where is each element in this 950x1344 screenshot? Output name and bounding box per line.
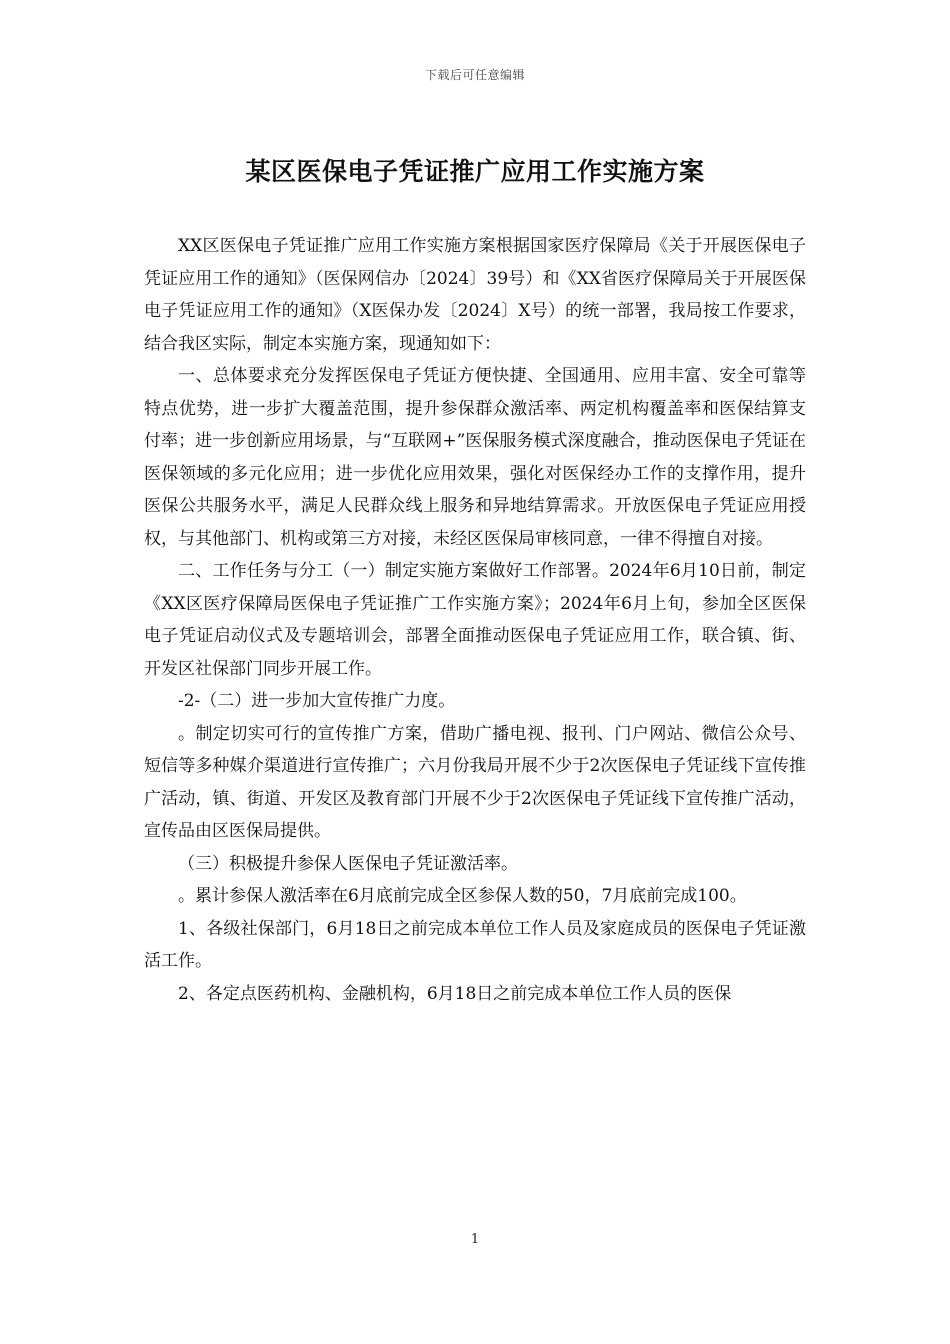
paragraph-general-requirements: 一、总体要求充分发挥医保电子凭证方便快捷、全国通用、应用丰富、安全可靠等特点优势，进一步扩大覆盖范围，提升参保群众激活率、两定机构覆盖率和医保结算支付率；进一步创新应用场景，与“互联网+”医保服务模式深度融合，推动医保电子凭证在医保领域的多元化应用；进一步优化应用效果，强化对医保经办工作的支撑作用，提升医保公共服务水平，满足人民群众线上服务和异地结算需求。开放医保电子凭证应用授权，与其他部门、机构或第三方对接，未经区医保局审核同意，一律不得擅自对接。 <box>144 366 806 549</box>
header-note: 下载后可任意编辑 <box>424 68 525 82</box>
paragraph-item-2: 2、各定点医药机构、金融机构，6月18日之前完成本单位工作人员的医保 <box>178 983 732 1004</box>
document-title: 某区医保电子凭证推广应用工作实施方案 <box>245 157 705 186</box>
document-body <box>144 230 806 1010</box>
paragraph-section-activation-heading: （三）积极提升参保人医保电子凭证激活率。 <box>178 853 518 874</box>
paragraph-section-publicity-heading: -2-（二）进一步加大宣传推广力度。 <box>178 691 456 711</box>
paragraph-activation-target: 。累计参保人激活率在6月底前完成全区参保人数的50，7月底前完成100。 <box>178 886 747 906</box>
paragraph-item-1: 1、各级社保部门，6月18日之前完成本单位工作人员及家庭成员的医保电子凭证激活工作。 <box>144 918 806 971</box>
paragraph-publicity-plan: 。制定切实可行的宣传推广方案，借助广播电视、报刊、门户网站、微信公众号、短信等多种媒介渠道进行宣传推广；六月份我局开展不少于2次医保电子凭证线下宣传推广活动，镇、街道、开发区及教育部门开展不少于2次医保电子凭证线下宣传推广活动，宣传品由区医保局提供。 <box>144 723 806 841</box>
paragraph-tasks-division: 二、工作任务与分工（一）制定实施方案做好工作部署。2024年6月10日前，制定《XX区医疗保障局医保电子凭证推广工作实施方案》；2024年6月上旬，参加全区医保电子凭证启动仪式及专题培训会，部署全面推动医保电子凭证应用工作，联合镇、街、开发区社保部门同步开展工作。 <box>144 561 806 679</box>
paragraph-intro: XX区医保电子凭证推广应用工作实施方案根据国家医疗保障局《关于开展医保电子凭证应用工作的通知》（医保网信办〔2024〕39号）和《XX省医疗保障局关于开展医保电子凭证应用工作的通知》（X医保办发〔2024〕X号）的统一部署，我局按工作要求，结合我区实际，制定本实施方案，现通知如下： <box>144 236 806 354</box>
page-number: 1 <box>470 1232 480 1247</box>
